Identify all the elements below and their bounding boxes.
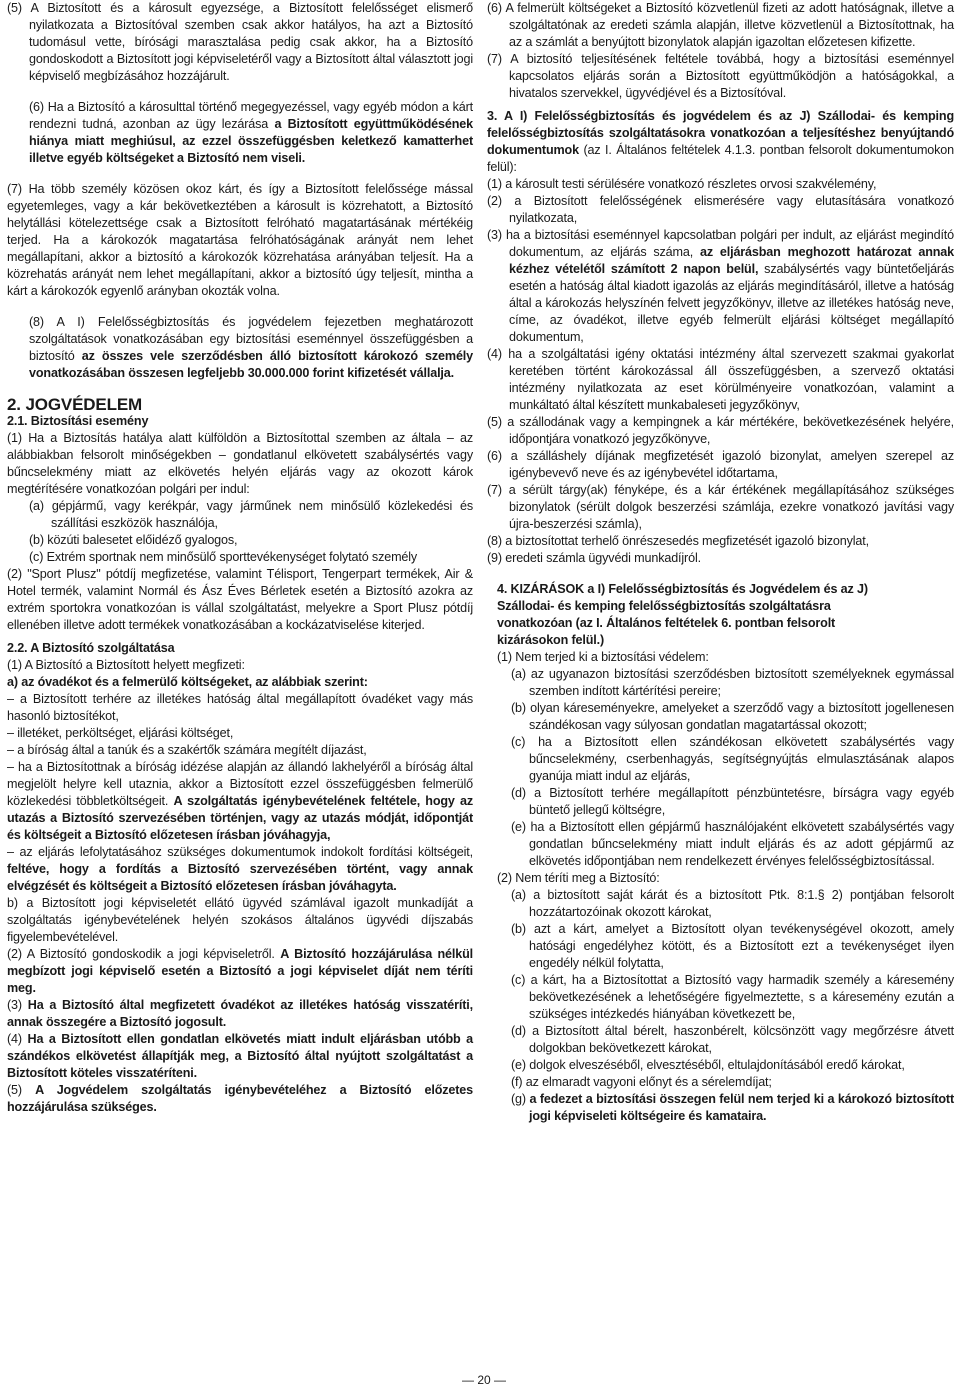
document-item-8: (8) a biztosítottat terhelő önrészesedés megfizetését igazoló bizonylat, xyxy=(487,534,869,548)
s22-paragraph-5: (5) A Jogvédelem szolgáltatás igénybevételéhez a Biztosító előzetes hozzájárulása szükséges. xyxy=(7,1083,473,1114)
paragraph-8: (8) A I) Felelősségbiztosítás és jogvédelem fejezetben meghatározott szolgáltatások vonatkozásában egy biztosítási eseménnyel összefüggésben a biztosító az összes vele szerződésben álló biztosított károkozó személy vonatkozásában összesen legfeljebb 30.000.000 forint kifizetését vállalja. xyxy=(29,315,474,380)
exclusion-2g: (g) a fedezet a biztosítási összegen felül nem terjed ki a károkozó biztosított jogi képviseleti költségeire és kamataira. xyxy=(511,1092,954,1123)
s22-dash-3: – a bíróság által a tanúk és a szakértők számára megítélt díjazást, xyxy=(7,743,367,757)
paragraph-8-box xyxy=(7,314,473,382)
document-item-1: (1) a károsult testi sérülésére vonatkozó részletes orvosi szakvélemény, xyxy=(487,177,877,191)
exclusion-1a: (a) az ugyanazon biztosítási szerződésben biztosított személyeknek egymással szemben indított kártérítési pereire; xyxy=(511,667,954,698)
s21-paragraph-1: (1) Ha a Biztosítás hatálya alatt külföldön a Biztosítottal szemben az általa – az alábbiakban felsorolt minőségekben – gondatlanul elkövetett szabálysértés vagy bűncselekmény miatt az elkövetés helyén eljárás vagy az okozott károk megtérítésére vonatkozóan polgári per indul: xyxy=(7,431,473,496)
s22-item-b: b) a Biztosított jogi képviseletét ellátó ügyvéd számlával igazolt munkadíját a szolgáltatás igénybevételének helyén szokásos általános ügyvédi díjszabás figyelembevételével. xyxy=(7,896,473,944)
exclusion-2a: (a) a biztosított saját kárát és a biztosított Ptk. 8:1.§ 2) pontjában felsorolt hozzátartozóinak okozott károkat, xyxy=(511,888,954,919)
subsection-title-2-1: 2.1. Biztosítási esemény xyxy=(7,414,149,428)
exclusion-2f: (f) az elmaradt vagyoni előnyt és a sérelemdíjat; xyxy=(511,1075,772,1089)
document-item-5: (5) a szállodának vagy a kempingnek a kár mértékére, bekövetkezésének helyére, időpontjára vonatkozó jegyzőkönyve, xyxy=(487,415,954,446)
document-item-7: (7) a sérült tárgy(ak) fényképe, és a kár értékének megállapításához szükséges bizonylatok (sérült dolgok beszerzési számlája, ezekre vonatkozó javítási vagy újra-beszerzési számla), xyxy=(487,483,954,531)
document-item-2: (2) a Biztosított felelősségének elismerésére vagy elutasítására vonatkozó nyilatkozata, xyxy=(487,194,954,225)
paragraph-5: (5) A Biztosított és a károsult egyezsége, a Biztosított felelősséget elismerő nyilatkozata a Biztosítóval szemben csak akkor hatályos, ha azt a Biztosító tudomásul vette, bírósági marasztalása pedig csak akkor, ha a Biztosító gondoskodott a Biztosított jogi képviseletéről vagy a Biztosított által választott jogi képviselő megbízásához hozzájárult. xyxy=(7,1,473,83)
s22-paragraph-2: (2) A Biztosító gondoskodik a jogi képviseletről. A Biztosító hozzájárulása nélkül megbízott jogi képviselő esetén a Biztosító a jogi képviselet díját nem téríti meg. xyxy=(7,947,473,995)
exclusion-1e: (e) ha a Biztosított ellen gépjármű használójaként elkövetett szabálysértés vagy gondatlan bűncselekmény miatt indult eljárás és az adott gépjármű az elkövetés időpontjában nem rendelkezett érvényes felelősségbiztosítással. xyxy=(511,820,954,868)
right-column xyxy=(487,0,954,1125)
document-item-9: (9) eredeti számla ügyvédi munkadíjról. xyxy=(487,551,701,565)
left-column xyxy=(7,0,473,1116)
section-3-heading: 3. A I) Felelősségbiztosítás és jogvédelem és az J) Szállodai- és kemping felelősségbiztosítás szolgáltatásokra vonatkozóan a teljesítéshez benyújtandó dokumentumok (az I. Általános feltételek 4.1.3. pontban felsorolt dokumentumokon felül): xyxy=(487,109,954,174)
exclusion-1b: (b) olyan káreseményekre, amelyeket a szerződő vagy a biztosított jogellenesen szándékosan vagy súlyosan gondatlan magatartással okozott; xyxy=(511,701,954,732)
section-4-heading: 4. KIZÁRÁSOK a I) Felelősségbiztosítás és Jogvédelem és az J) Szállodai- és kemping felelősségbiztosítás szolgáltatásra vonatkozóan (az I. Általános feltételek 6. pontban felsorolt kizárásokon felül.) xyxy=(497,582,868,647)
document-item-3: (3) ha a biztosítási eseménnyel kapcsolatban polgári per indult, az eljárást megindító dokumentum, az eljárás száma, az eljárásban meghozott határozat annak kézhez vételétől számított 2 napon belül, szabálysértés vagy büntetőeljárás esetén a hatóság által kiadott igazolás az eljárás megindításáról, illetve a hatóság által a károkozás helyszínén felvett jegyzőkönyv, illetve az illetékes hatóság neve, címe, az óvadékot, illetve egyéb felmerült eljárási költséget megállapító dokumentum, xyxy=(487,228,954,344)
s22-dash-4: – ha a Biztosítottnak a bíróság idézése alapján az állandó lakhelyéről a bíróság által megjelölt helyre kell utaznia, akkor a Biztosított ezzel összefüggésben felmerülő közlekedési többletköltségeit. A szolgáltatás igénybevételének feltétele, hogy az utazás a Biztosító szervezésében történjen, vagy az utazás módját, időpontját és költségeit a Biztosító előzetesen írásban jóváhagyja, xyxy=(7,760,473,842)
s21-item-a: (a) gépjármű, vagy kerékpár, vagy járműnek nem minősülő közlekedési és szállítási eszközök használója, xyxy=(29,499,473,530)
section-title-jogvedelem: 2. JOGVÉDELEM xyxy=(7,395,143,414)
exclusion-2e: (e) dolgok elveszéséből, elvesztéséből, eltulajdonításából eredő károkat, xyxy=(511,1058,905,1072)
document-item-4: (4) ha a szolgáltatási igény oktatási intézmény által szervezett szakmai gyakorlat keretében történt károkozással áll összefüggésben, a szervező oktatási intézmény nyilatkozata az eset körülményeire vonatkozóan, valamint a munkáltató által készített munkabaleseti jegyzőkönyv, xyxy=(487,347,954,412)
paragraph-6-costs: (6) A felmerült költségeket a Biztosító közvetlenül fizeti az adott hatóságnak, illetve a szolgáltatónak az eredeti számla alapján, illetve közvetlenül a Biztosítottnak, ha az a számlát a benyújtott bizonylatok alapján igazoltan előzetesen kifizette. xyxy=(487,1,954,49)
s22-paragraph-3: (3) Ha a Biztosító által megfizetett óvadékot az illetékes hatóság visszatéríti, annak összegére a Biztosító jogosult. xyxy=(7,998,473,1029)
s22-item-a-title: a) az óvadékot és a felmerülő költségeket, az alábbiak szerint: xyxy=(7,675,368,689)
paragraph-6-box xyxy=(7,99,473,167)
s22-dash-1: – a Biztosított terhére az illetékes hatóság által megállapított óvadéket vagy más hasonló biztosítékot, xyxy=(7,692,473,723)
exclusions-2-title: (2) Nem téríti meg a Biztosító: xyxy=(497,871,660,885)
exclusion-2d: (d) a Biztosított által bérelt, haszonbérelt, kölcsönzött vagy megőrzésre átvett dolgokban bekövetkezett károkat, xyxy=(511,1024,954,1055)
page-number: — 20 — xyxy=(462,1373,507,1387)
s21-paragraph-2: (2) "Sport Plusz" pótdíj megfizetése, valamint Télisport, Tengerpart termékek, Air & Hotel termék, valamint Normál és Ász Éves Bérletek esetén a Biztosító azokra az extrém sportokra vonatkozóan is vállal szolgáltatást, melyekre a Sport Plusz pótdíj ellenében illetve adott termékek vonatkozásában a kockázatviselése kiterjed. xyxy=(7,567,473,632)
s22-dash-2: – illetéket, perköltséget, eljárási költséget, xyxy=(7,726,234,740)
subsection-title-2-2: 2.2. A Biztosító szolgáltatása xyxy=(7,641,175,655)
exclusion-2b: (b) azt a kárt, amelyet a Biztosított olyan tevékenységével okozott, amely hatósági engedélyhez kötött, és a Biztosított ezt a tevékenységet ilyen engedély nélkül folytatta, xyxy=(511,922,954,970)
s21-item-b: (b) közúti balesetet előidéző gyalogos, xyxy=(29,533,238,547)
s22-paragraph-4: (4) Ha a Biztosított ellen gondatlan elkövetés miatt indult eljárásban utóbb a szándékos elkövetést állapítják meg, a Biztosító által nyújtott szolgáltatást a Biztosított köteles visszatéríteni. xyxy=(7,1032,473,1080)
s22-paragraph-1: (1) A Biztosító a Biztosított helyett megfizeti: xyxy=(7,658,245,672)
exclusions-1-title: (1) Nem terjed ki a biztosítási védelem: xyxy=(497,650,709,664)
exclusion-2c: (c) a kárt, ha a Biztosítottat a Biztosító vagy harmadik személy a káresemény bekövetkezésének a lehetőségére figyelmeztette, s a káresemény ezután a szükséges intézkedés hiányában következett be, xyxy=(511,973,954,1021)
paragraph-7: (7) Ha több személy közösen okoz kárt, és így a Biztosított felelőssége mással egyetemleges, vagy a kár bekövetkeztében a károsult is közrehatott, a Biztosító helytállási kötelezettsége csak a Biztosított felróható magatartásának mértékéig terjed. Ha a károkozók magatartása felróhatóságának arányát nem lehet megállapítani, akkor a biztosító a károkozók közrehatása arányában teljesít. Ha a közrehatás arányát nem lehet megállapítani, akkor a biztosító úgy teljesít, mintha a kárt a károkozók egyenlő arányban okozták volna. xyxy=(7,182,473,298)
exclusion-1d: (d) a Biztosított terhére megállapított pénzbüntetésre, bírságra vagy egyéb büntető jellegű költségre, xyxy=(511,786,954,817)
paragraph-7-cooperation: (7) A biztosító teljesítésének feltétele továbbá, hogy a biztosítási eseménnyel kapcsolatos eljárás során a Biztosított együttműködjön a hatóságokkal, a hivatalos szervekkel, ügyvédjével és a Biztosítóval. xyxy=(487,52,954,100)
exclusion-1c: (c) ha a Biztosított ellen szándékosan elkövetett szabálysértés vagy bűncselekmény, cserbenhagyás, segítségnyújtás elmulasztásának alapos gyanúja miatt indul az eljárás, xyxy=(511,735,954,783)
document-item-6: (6) a szálláshely díjának megfizetését igazoló bizonylat, amelyen szerepel az igénybevevő neve és az igénybevétel időtartama, xyxy=(487,449,954,480)
s22-dash-5: – az eljárás lefolytatásához szükséges dokumentumok indokolt fordítási költségeit, feltéve, hogy a fordítás a Biztosító szervezésében történt, vagy annak elvégzését és költségeit a Biztosító előzetesen írásban jóváhagyta. xyxy=(7,845,473,893)
paragraph-6: (6) Ha a Biztosító a károsulttal történő megegyezéssel, vagy egyéb módon a kárt rendezni tudná, azonban az ügy lezárása a Biztosított együttműködésének hiánya miatt meghiúsul, az ezzel összefüggésben keletkező kamatterhet illetve egyéb költségeket a Biztosító nem viseli. xyxy=(29,100,473,165)
s21-item-c: (c) Extrém sportnak nem minősülő sporttevékenységet folytató személy xyxy=(29,550,418,564)
